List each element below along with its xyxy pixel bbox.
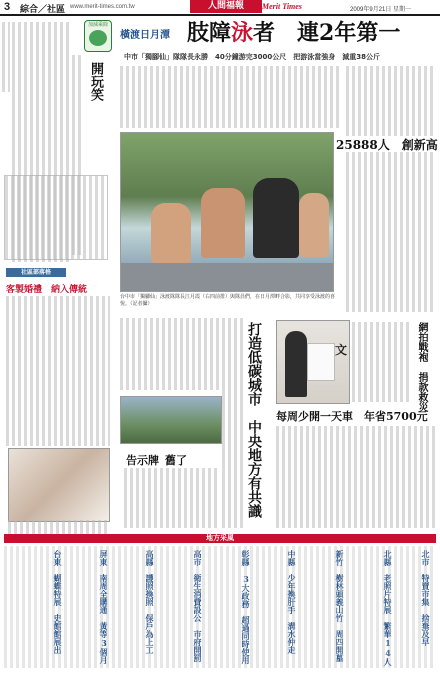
column-title: 開玩笑 [88, 62, 103, 101]
brief-title: 北縣 老照片特展 繁華14人 [383, 550, 393, 666]
column-text-block [2, 22, 10, 92]
sign-title-main: 告示牌 [126, 454, 159, 467]
side-story-title: 25888人 創新高 [336, 138, 438, 152]
photo-shirt [307, 343, 335, 381]
main-headline [187, 16, 400, 47]
sign-title-tail: 舊了 [165, 454, 187, 467]
photo-swimmer [151, 203, 191, 263]
eco-side-title: 網拍戰袍 捐款救災 [416, 322, 427, 412]
briefs-text [4, 546, 436, 668]
photo-swimmer [299, 193, 329, 257]
blog-title: 客製婚禮 納入傳統 [6, 285, 88, 295]
site-url: www.merit-times.com.tw [70, 4, 135, 10]
main-body [120, 66, 342, 128]
main-deck: 中市「獨腳仙」隊隊長永勝 40分鐘游完3000公尺 把游泳當強身 減重38公斤 [124, 53, 380, 61]
column-text-block [4, 175, 108, 260]
main-kicker: 橫渡日月潭 [120, 30, 170, 41]
photo-swimmer [253, 178, 299, 258]
photo-person [285, 331, 307, 397]
eco-headline: 打造低碳城市 中央地方有共識 [246, 322, 262, 518]
brief-title: 台東 蝴蝶特展 史館館展出 [53, 550, 63, 654]
eco-side-body [352, 322, 412, 402]
eco-subhead: 每周少開一天車 年省5700元 [276, 410, 428, 423]
issue-date: 2009年9月21日 星期一 [350, 7, 412, 13]
page-number: 3 [4, 1, 11, 13]
wedding-caption [8, 520, 108, 535]
column-badge-logo [89, 30, 107, 46]
masthead-logo: 人間福報 [190, 0, 262, 13]
column-badge-label: 加減乘除 [87, 22, 108, 28]
blog-label: 社區部落格 [6, 268, 66, 277]
sign-photo [120, 396, 222, 444]
sign-title [126, 452, 187, 468]
photo-swimmer [201, 188, 245, 258]
sign-body [124, 468, 218, 528]
blog-text [6, 296, 110, 446]
main-headline-swim: 泳 [231, 20, 254, 46]
brief-title: 高市 衛生消費設公 市府開罰 [193, 550, 203, 662]
eco-body [276, 426, 436, 528]
photo-caption: 台中市「獨腳仙」泳渡隊隊長江月霞（右四前排）與隊員們，在日月潭畔合影，共同享受泳渡的喜悅。（記者攝） [120, 294, 336, 307]
brief-title: 彰縣 3大政務 超過同時使用 [241, 550, 251, 664]
main-photo [120, 132, 334, 292]
briefs-area [4, 546, 436, 670]
main-headline-part3: 者 連2年第一 [253, 20, 401, 46]
side-story-body [346, 152, 436, 312]
column-badge [84, 20, 112, 52]
wedding-photo [8, 448, 110, 522]
eco-body [120, 318, 220, 390]
brief-title: 高縣 護照換照 保戶為上工 [145, 550, 155, 654]
side-story-body [346, 66, 436, 136]
local-news-bar: 地方采風 [4, 534, 436, 543]
brief-title: 中縣 少年換肝手 溝水仲走 [287, 550, 297, 654]
section-title: 綜合／社區 [20, 4, 66, 14]
brief-title: 新竹 樹林頭義山竹 周四開墓 [335, 550, 345, 662]
eco-photo [276, 320, 350, 404]
eco-body [222, 318, 244, 528]
masthead-english: Merit Times [262, 2, 302, 11]
brief-title: 屏東 南周全購通 黃等3個月 [99, 550, 109, 664]
main-headline-part1: 肢障 [187, 20, 232, 46]
brief-title: 北市 特賣市集 捨棄及早 [421, 550, 431, 646]
photo-tag: 文 [334, 343, 347, 357]
photo-ground [121, 263, 333, 291]
